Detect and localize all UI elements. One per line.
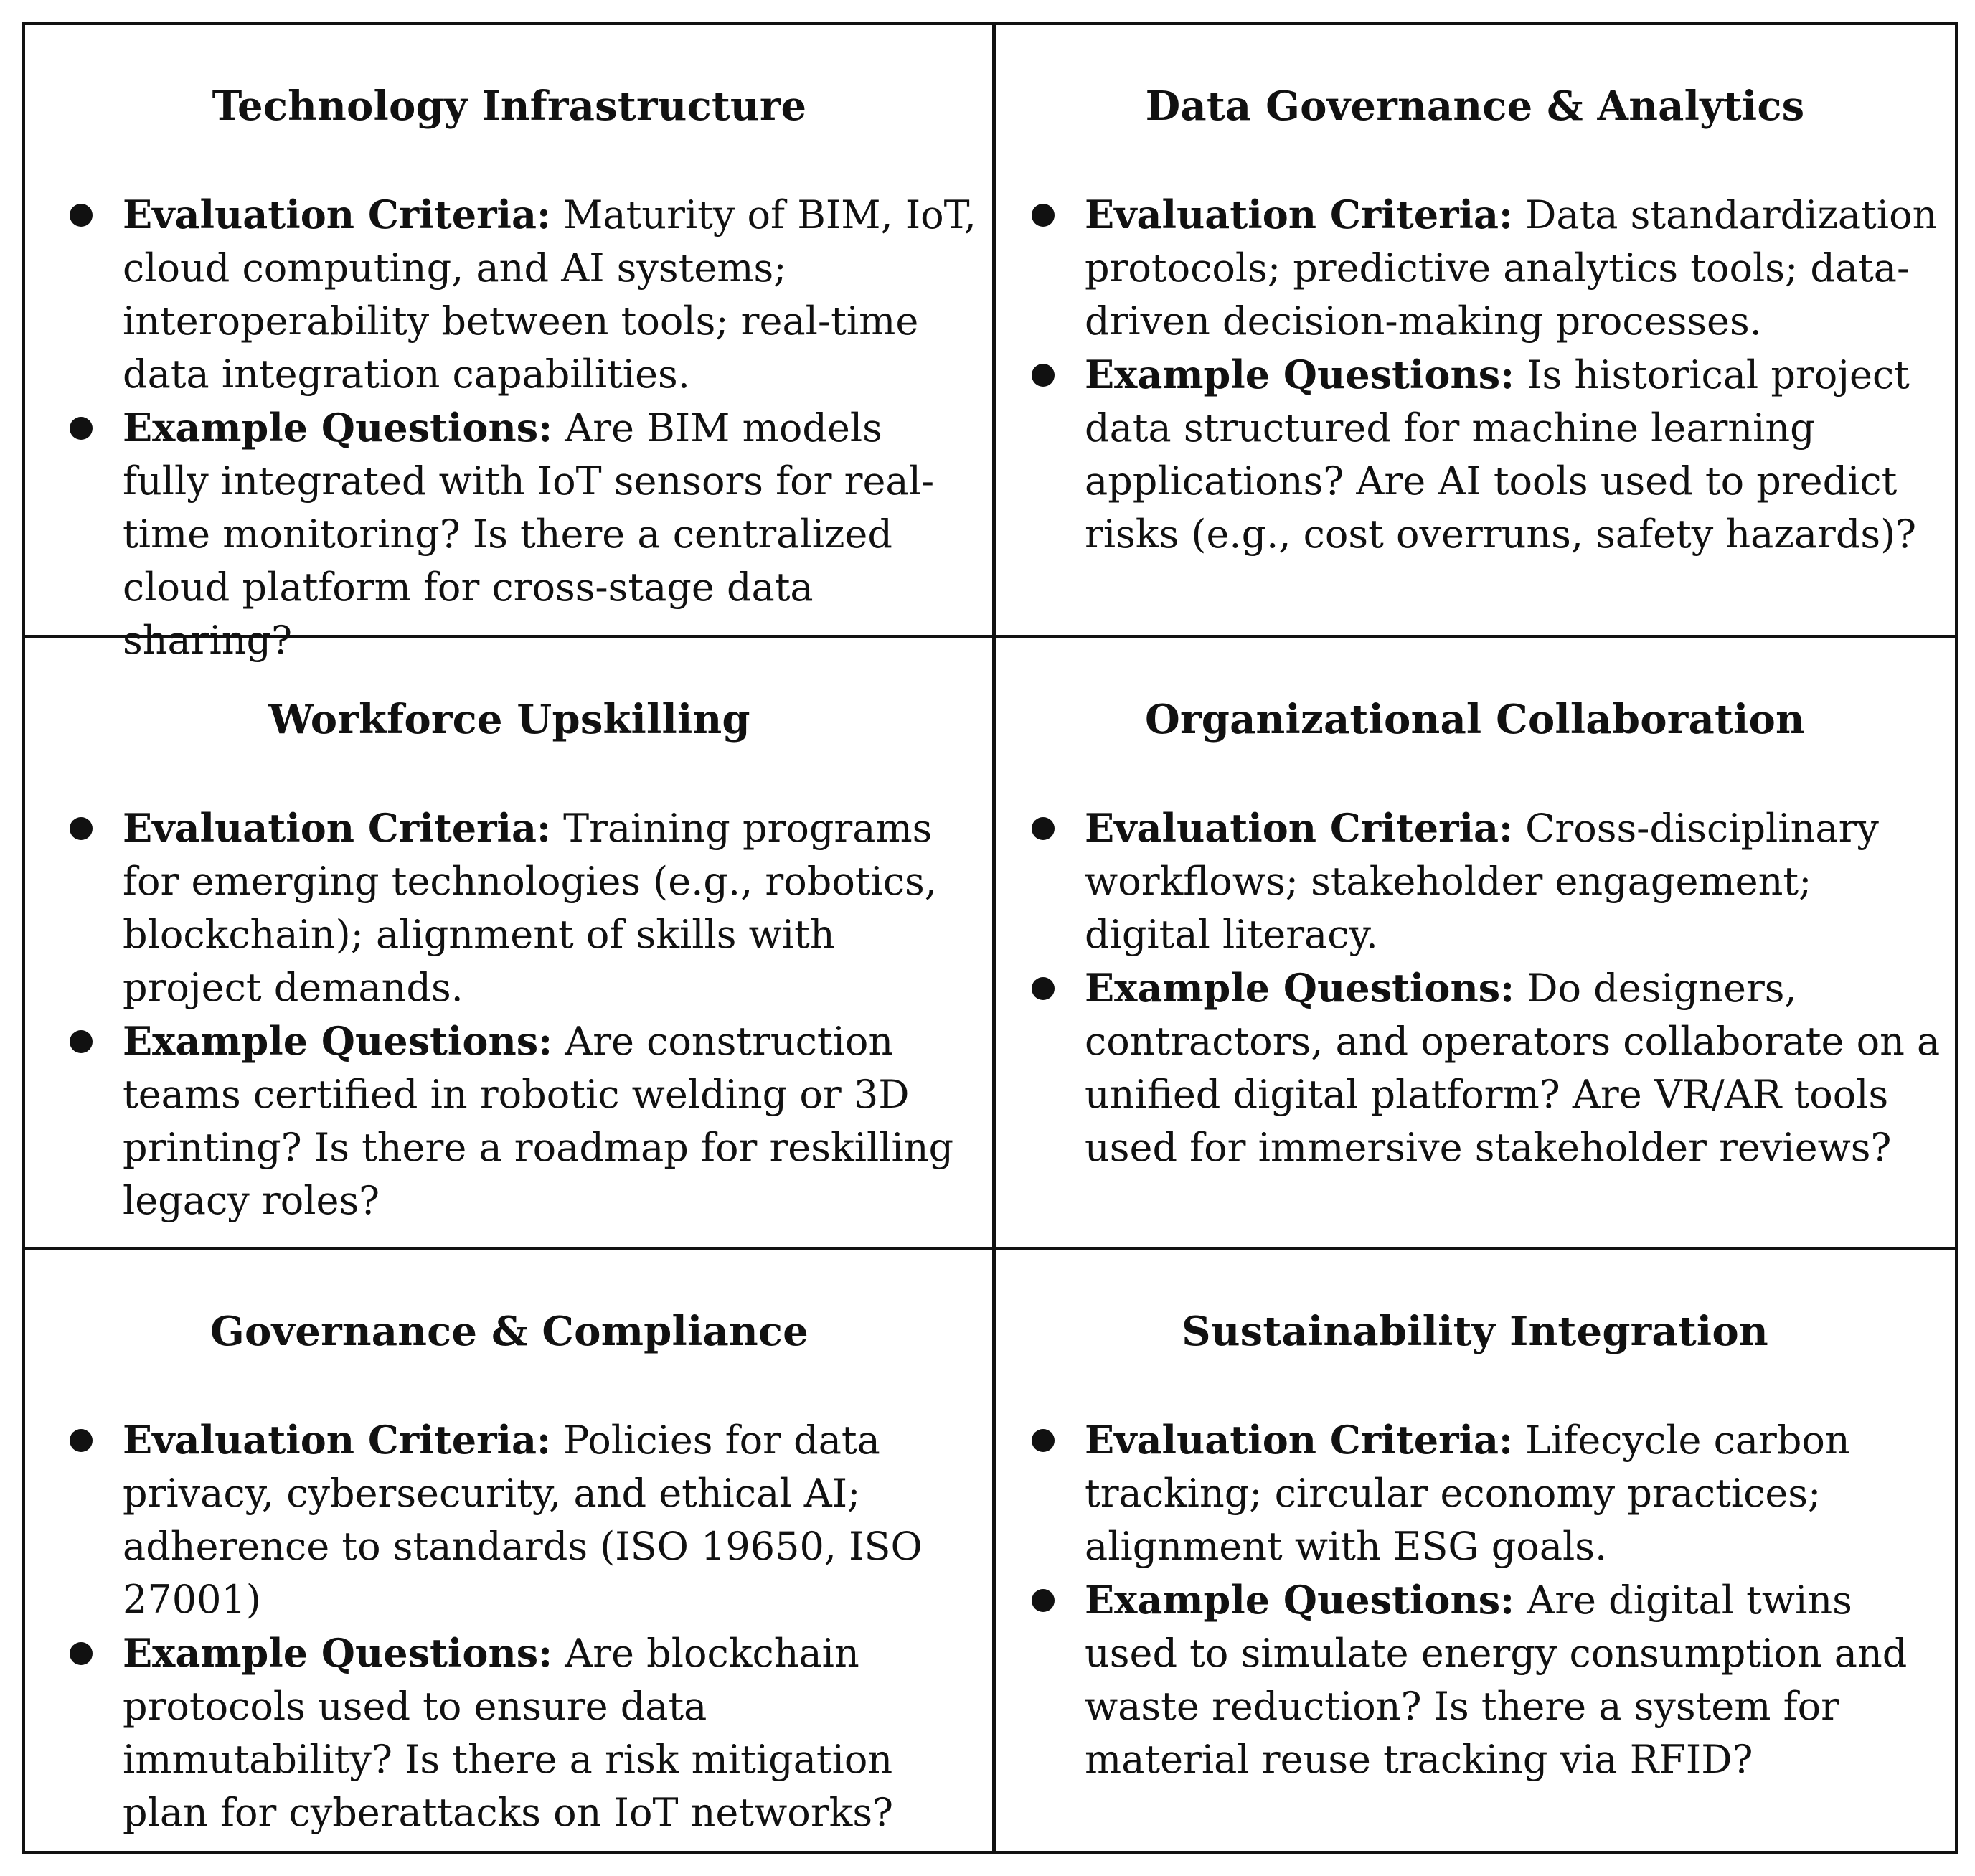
- list-item-criteria: [61, 801, 979, 1014]
- criteria-text: Training programs for emerging technologies (e.g., robotics, blockchain); alignment of skills with project demands.: [123, 806, 937, 1011]
- questions-text: Do designers, contractors, and operators collaborate on a unified digital platform? Are VR/AR tools used for immersive stakeholder reviews?: [1085, 966, 1941, 1171]
- bullet-list: [61, 188, 979, 667]
- cell-title: Workforce Upskilling: [268, 696, 750, 743]
- questions-text: Are blockchain protocols used to ensure data immutability? Is there a risk mitigation plan for cyberattacks on IoT networks?: [123, 1631, 894, 1836]
- questions-text: Is historical project data structured for machine learning applications? Are AI tools used to predict risks (e.g., cost overruns, safety hazards)?: [1085, 352, 1917, 557]
- questions-label: Example Questions:: [123, 1630, 553, 1677]
- questions-label: Example Questions:: [1085, 1577, 1515, 1623]
- list-item-questions: [61, 1626, 979, 1839]
- cell-title: Governance & Compliance: [209, 1308, 809, 1355]
- list-item-criteria: [61, 1413, 979, 1626]
- cell-data-governance-analytics: [994, 25, 1956, 635]
- bullet-dot-icon: [1032, 364, 1055, 387]
- bullet-dot-icon: [70, 1642, 93, 1665]
- cell-sustainability-integration: [994, 1250, 1956, 1852]
- criteria-label: Evaluation Criteria:: [123, 1417, 551, 1463]
- questions-label: Example Questions:: [123, 405, 553, 451]
- list-item-questions: [61, 1014, 979, 1227]
- bullet-dot-icon: [70, 1429, 93, 1452]
- bullet-dot-icon: [1032, 1589, 1055, 1612]
- questions-label: Example Questions:: [123, 1018, 553, 1065]
- criteria-text: Maturity of BIM, IoT, cloud computing, and AI systems; interoperability between tools; real-time data integration capabilities.: [123, 192, 976, 397]
- criteria-label: Evaluation Criteria:: [123, 805, 551, 852]
- bullet-list: [1023, 1413, 1941, 1786]
- cell-technology-infrastructure: [25, 25, 994, 664]
- questions-label: Example Questions:: [1085, 352, 1515, 398]
- bullet-dot-icon: [1032, 977, 1055, 1000]
- criteria-text: Policies for data privacy, cybersecurity, and ethical AI; adherence to standards (ISO 19650, ISO 27001): [123, 1418, 923, 1623]
- criteria-text: Lifecycle carbon tracking; circular economy practices; alignment with ESG goals.: [1085, 1418, 1850, 1570]
- bullet-dot-icon: [70, 417, 93, 440]
- criteria-text: Cross-disciplinary workflows; stakeholder engagement; digital literacy.: [1085, 806, 1879, 958]
- cell-title: Data Governance & Analytics: [1145, 83, 1805, 130]
- list-item-criteria: [61, 188, 979, 401]
- criteria-label: Evaluation Criteria:: [1085, 1417, 1513, 1463]
- bullet-list: [61, 1413, 979, 1839]
- cell-title: Organizational Collaboration: [1145, 696, 1805, 743]
- bullet-list: [1023, 801, 1941, 1174]
- bullet-dot-icon: [70, 1030, 93, 1053]
- cell-organizational-collaboration: [994, 638, 1956, 1247]
- cell-title: Sustainability Integration: [1182, 1308, 1768, 1355]
- questions-text: Are BIM models fully integrated with IoT sensors for real-time monitoring? Is there a centralized cloud platform for cross-stage data sharing?: [123, 405, 935, 664]
- bullet-dot-icon: [1032, 1429, 1055, 1452]
- questions-label: Example Questions:: [1085, 965, 1515, 1012]
- bullet-list: [61, 801, 979, 1227]
- cell-governance-compliance: [25, 1250, 994, 1852]
- list-item-criteria: [1023, 188, 1941, 348]
- cell-workforce-upskilling: [25, 638, 994, 1247]
- bullet-dot-icon: [70, 204, 93, 227]
- criteria-label: Evaluation Criteria:: [1085, 805, 1513, 852]
- list-item-questions: [1023, 961, 1941, 1174]
- cell-title: Technology Infrastructure: [212, 83, 807, 130]
- list-item-criteria: [1023, 1413, 1941, 1573]
- criteria-label: Evaluation Criteria:: [123, 192, 551, 238]
- questions-text: Are construction teams certified in robotic welding or 3D printing? Is there a roadmap for reskilling legacy roles?: [123, 1019, 954, 1224]
- bullet-dot-icon: [1032, 817, 1055, 840]
- list-item-criteria: [1023, 801, 1941, 961]
- bullet-dot-icon: [1032, 204, 1055, 227]
- criteria-text: Data standardization protocols; predictive analytics tools; data-driven decision-making processes.: [1085, 192, 1938, 344]
- framework-grid: [22, 22, 1958, 1854]
- bullet-list: [1023, 188, 1941, 561]
- questions-text: Are digital twins used to simulate energy consumption and waste reduction? Is there a system for material reuse tracking via RFID?: [1085, 1578, 1908, 1783]
- list-item-questions: [1023, 1573, 1941, 1786]
- bullet-dot-icon: [70, 817, 93, 840]
- list-item-questions: [1023, 348, 1941, 561]
- criteria-label: Evaluation Criteria:: [1085, 192, 1513, 238]
- list-item-questions: [61, 401, 979, 667]
